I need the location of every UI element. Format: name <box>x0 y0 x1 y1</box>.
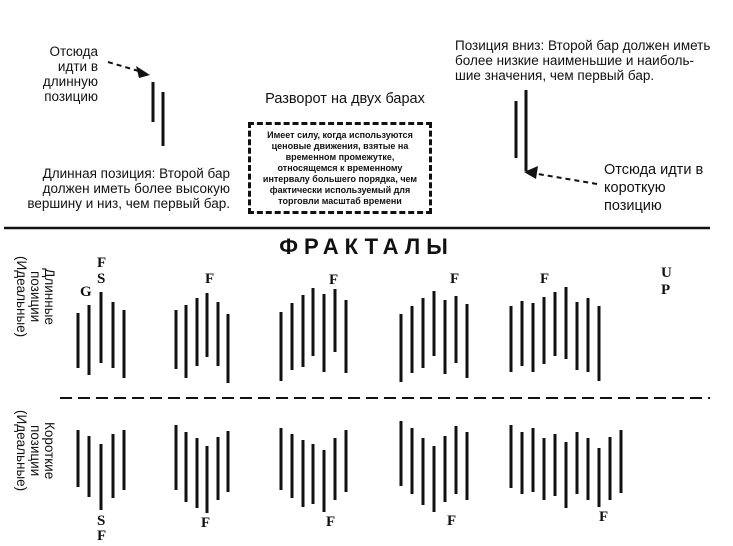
marker-p: P <box>661 282 671 298</box>
arrow-to-short <box>532 173 597 184</box>
marker-f-bottom-4: F <box>447 513 457 529</box>
marker-g-top-1: G <box>80 284 92 300</box>
short-positions-label: Короткие позиции (Идеальные) <box>14 410 57 492</box>
marker-f-bottom-3: F <box>326 514 336 530</box>
marker-f-top-4: F <box>450 271 460 287</box>
long-positions-label: Длинные позиции (Идеальные) <box>14 256 57 338</box>
go-short-annotation: Отсюда идти в короткую позицию <box>604 162 704 214</box>
arrowhead-long <box>136 66 150 78</box>
reversal-title: Разворот на двух барах <box>265 91 425 107</box>
marker-s-bottom-1: S <box>97 513 106 529</box>
marker-f-top-1: F <box>97 255 107 271</box>
marker-f-bottom-2: F <box>201 515 211 531</box>
marker-u: U <box>661 265 672 281</box>
page-title: ФРАКТАЛЫ <box>279 234 454 259</box>
marker-f-top-2: F <box>205 271 215 287</box>
marker-f-bottom-1: F <box>97 528 107 544</box>
marker-f-top-3: F <box>329 272 339 288</box>
marker-f-bottom-5: F <box>599 509 609 525</box>
short-position-annotation: Позиция вниз: Второй бар должен иметь более низкие наименьшие и наиболь- шие значения, чем первый бар. <box>455 38 711 83</box>
marker-f-top-5: F <box>540 271 550 287</box>
long-position-annotation: Длинная позиция: Второй бар должен иметь более высокую вершину и низ, чем первый бар. <box>27 166 230 211</box>
marker-s-top-1: S <box>97 271 106 287</box>
go-long-annotation: Отсюда идти в длинную позицию <box>42 44 98 104</box>
note-box-text: Имеет силу, когда используются ценовые движения, взятые на временном промежутке, относящемся к временному интервалу большего порядка, чем фактически используемый для торговли масштаб времени <box>262 129 418 206</box>
